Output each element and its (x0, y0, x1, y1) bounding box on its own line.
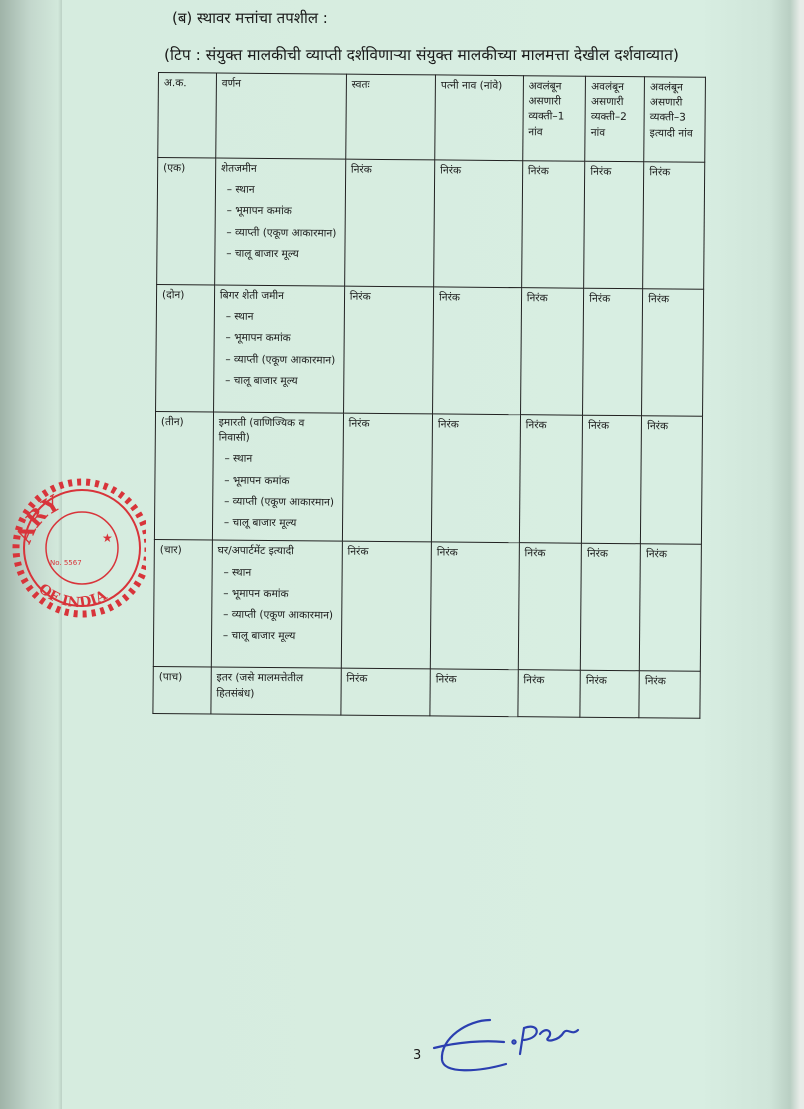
table-row (153, 540, 701, 672)
sub-item-extent: – व्याप्ती (एकूण आकारमान) (224, 495, 335, 509)
row-number: (दोन) (156, 284, 215, 412)
row-description (215, 158, 346, 286)
sub-item-extent: – व्याप्ती (एकूण आकारमान) (225, 353, 336, 367)
cell-dependent-2: निरंक (581, 544, 641, 672)
header-dependent-2: अवलंबून असणारी व्यक्ती–2 नांव (585, 76, 645, 162)
header-description: वर्णन (216, 73, 347, 159)
row-number: (चार) (153, 540, 212, 668)
header-serial: अ.क. (158, 73, 217, 159)
header-dependent-1: अवलंबून असणारी व्यक्ती–1 नांव (522, 76, 585, 162)
page-number: 3 (413, 1048, 422, 1063)
cell-dependent-3: निरंक (641, 416, 703, 545)
sub-item-market-value: – चालू बाजार मूल्य (222, 629, 296, 643)
header-self: स्वतः (345, 74, 435, 160)
row-title: घर/अपार्टमेंट इत्यादी (217, 544, 294, 558)
sub-item-market-value: – चालू बाजार मूल्य (226, 247, 299, 261)
cell-dependent-1: निरंक (520, 288, 584, 416)
sub-item-extent: – व्याप्ती (एकूण आकारमान) (226, 226, 337, 240)
sub-item-market-value: – चालू बाजार मूल्य (223, 516, 297, 530)
section-heading: (ब) स्थावर मत्तांचा तपशील : (172, 9, 328, 27)
sub-item-survey-number: – भूमापन कमांक (225, 332, 291, 345)
cell-dependent-2: निरंक (582, 415, 642, 544)
sub-item-market-value: – चालू बाजार मूल्य (225, 374, 298, 388)
table-row (153, 667, 700, 719)
cell-dependent-3: निरंक (642, 289, 704, 417)
cell-dependent-2: निरंक (580, 671, 639, 719)
cell-self: निरंक (344, 159, 434, 287)
cell-dependent-3: निरंक (639, 544, 701, 672)
row-description (211, 667, 341, 715)
row-title: इतर (जसे मालमत्तेतील हितसंबंध) (216, 671, 304, 700)
sub-item-location: – स्थान (225, 310, 254, 324)
row-title: इमारती (वाणिज्यिक व निवासी) (218, 416, 305, 445)
cell-dependent-2: निरंक (584, 161, 644, 289)
cell-dependent-3: निरंक (639, 671, 700, 719)
signature (428, 998, 588, 1088)
sub-item-survey-number: – भूमापन कमांक (224, 474, 290, 487)
notary-stamp (10, 460, 146, 630)
cell-dependent-1: निरंक (519, 415, 583, 544)
cell-spouse: निरंक (433, 287, 522, 415)
table-row (154, 411, 702, 544)
table-row (157, 158, 705, 290)
stamp-bottom-text: OF INDIA (35, 580, 110, 612)
cell-self: निरंक (343, 286, 433, 414)
star-icon: ★ (102, 531, 113, 545)
cell-spouse: निरंक (434, 160, 523, 288)
table-row (156, 284, 704, 416)
cell-self: निरंक (342, 413, 432, 542)
row-description (212, 412, 343, 541)
cell-dependent-3: निरंक (643, 162, 705, 290)
sub-item-survey-number: – भूमापन कमांक (226, 205, 292, 218)
sub-item-extent: – व्याप्ती (एकूण आकारमान) (223, 608, 334, 622)
sub-item-location: – स्थान (226, 183, 255, 197)
sub-item-location: – स्थान (223, 566, 252, 579)
cell-spouse: निरंक (430, 669, 518, 717)
section-note: (टिप : संयुक्त मालकीची व्याप्ती दर्शविणाऱ्या संयुक्त मालकीच्या मालमत्ता देखील दर्शवाव्यात) (164, 46, 679, 64)
cell-dependent-1: निरंक (521, 161, 585, 289)
header-spouse: पत्नी नाव (नांवे) (435, 75, 523, 161)
cell-dependent-2: निरंक (583, 288, 643, 416)
immovable-assets-table (152, 72, 706, 719)
cell-spouse: निरंक (430, 542, 519, 670)
row-title: शेतजमीन (220, 162, 257, 175)
cell-spouse: निरंक (431, 414, 520, 543)
stamp-top-text: ARY (11, 490, 65, 548)
sub-item-survey-number: – भूमापन कमांक (223, 587, 289, 600)
row-description (213, 285, 344, 413)
row-title: बिगर शेती जमीन (219, 289, 285, 303)
row-description (211, 540, 342, 668)
stamp-reg-number: No. 5567 (50, 559, 82, 567)
header-dependent-3: अवलंबून असणारी व्यक्ती–3 इत्यादी नांव (644, 77, 706, 163)
row-number: (एक) (157, 158, 216, 286)
cell-self: निरंक (341, 668, 431, 716)
row-number: (पाच) (153, 667, 211, 715)
cell-dependent-1: निरंक (518, 543, 582, 671)
sub-item-location: – स्थान (224, 453, 253, 466)
cell-self: निरंक (341, 541, 431, 669)
cell-dependent-1: निरंक (518, 670, 581, 718)
row-number: (तीन) (154, 411, 213, 540)
table-header-row (158, 73, 706, 163)
